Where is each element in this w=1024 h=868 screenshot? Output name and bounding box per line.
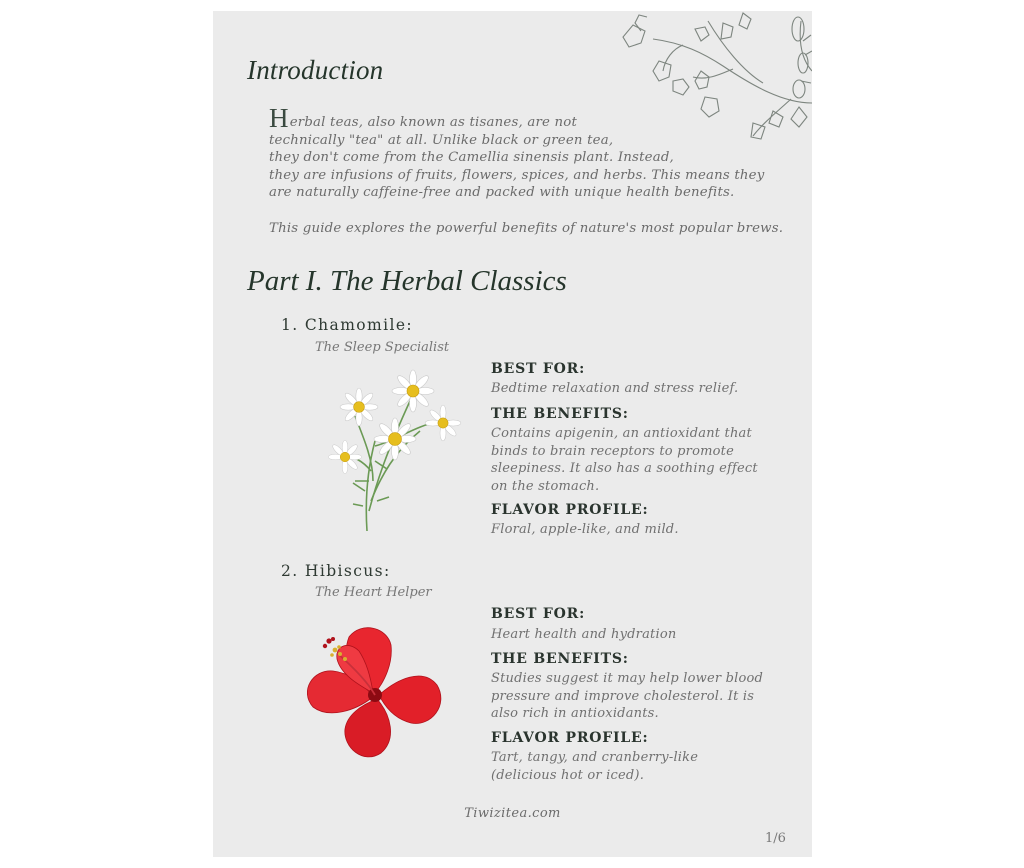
intro-line: they are infusions of fruits, flowers, spices, and herbs. This means they — [269, 167, 765, 183]
intro-line: are naturally caffeine-free and packed with unique health benefits. — [269, 185, 735, 200]
chamomile-best-for-label: BEST FOR: — [491, 361, 586, 377]
chamomile-best-for-text: Bedtime relaxation and stress relief. — [491, 381, 739, 396]
hibiscus-subtitle: The Heart Helper — [315, 585, 432, 600]
intro-line: technically "tea" at all. Unlike black or green tea, — [269, 132, 614, 148]
chamomile-flower-heads — [328, 370, 461, 474]
guide-sentence: This guide explores the powerful benefits of nature's most popular brews. — [269, 221, 784, 236]
hibiscus-best-for-label: BEST FOR: — [491, 606, 586, 622]
hibiscus-benefits-text: Studies suggest it may help lower blood pressure and improve cholesterol. It is also rich in antioxidants. — [491, 671, 764, 721]
chamomile-title: 1. Chamomile: — [281, 316, 414, 334]
chamomile-flavor-text: Floral, apple-like, and mild. — [491, 522, 679, 537]
hibiscus-flavor-label: FLAVOR PROFILE: — [491, 730, 649, 746]
chamomile-subtitle: The Sleep Specialist — [315, 340, 450, 355]
hibiscus-title: 2. Hibiscus: — [281, 562, 391, 580]
chamomile-illustration-icon — [325, 361, 465, 533]
part-heading: Part I. The Herbal Classics — [247, 265, 567, 297]
chamomile-benefits-text: Contains apigenin, an antioxidant that binds to brain receptors to promote sleepiness. It also has a soothing effect on the stomach. — [491, 426, 758, 494]
hibiscus-best-for-text: Heart health and hydration — [491, 627, 677, 642]
intro-paragraph — [269, 103, 769, 202]
drop-cap: H — [269, 103, 289, 133]
footer-site: Tiwizitea.com — [464, 806, 561, 821]
document-page — [213, 11, 812, 857]
hibiscus-illustration-icon — [299, 623, 449, 759]
intro-line: they don't come from the Camellia sinensis plant. Instead, — [269, 150, 674, 165]
page-number: 1/6 — [765, 831, 786, 846]
chamomile-benefits-label: THE BENEFITS: — [491, 406, 629, 422]
chamomile-flavor-label: FLAVOR PROFILE: — [491, 502, 649, 518]
hibiscus-flavor-text: Tart, tangy, and cranberry-like (delicious hot or iced). — [491, 750, 699, 783]
hibiscus-benefits-label: THE BENEFITS: — [491, 651, 629, 667]
introduction-heading: Introduction — [247, 55, 384, 85]
intro-line: Herbal teas, also known as tisanes, are not — [269, 103, 578, 133]
